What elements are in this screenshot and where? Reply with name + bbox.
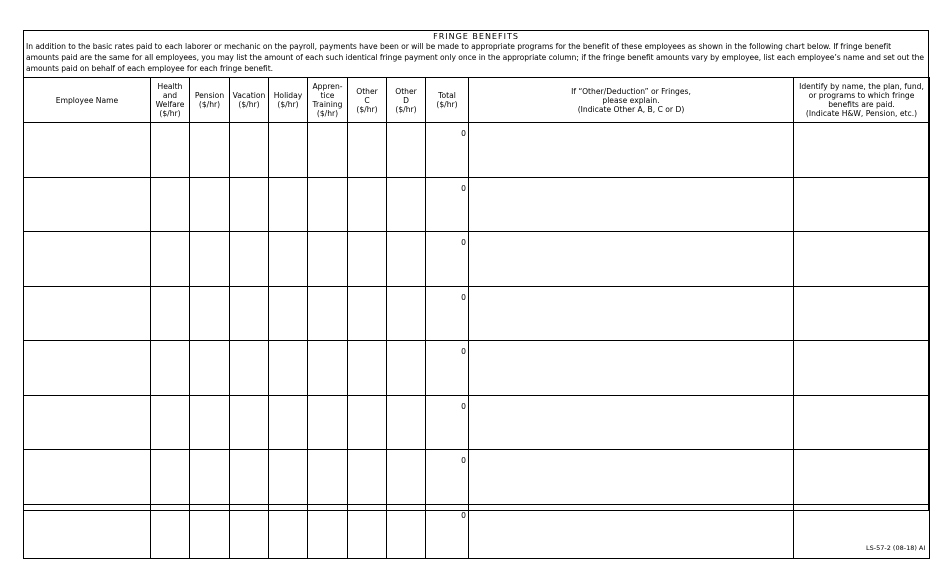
header-line: Employee Name: [55, 95, 119, 105]
apprentice-training-cell[interactable]: [308, 123, 348, 178]
employee-name-cell[interactable]: [24, 177, 151, 232]
other-c-cell[interactable]: [348, 177, 387, 232]
vacation-cell[interactable]: [230, 450, 269, 505]
vacation-cell[interactable]: [230, 123, 269, 178]
other-d-cell[interactable]: [387, 341, 426, 396]
table-row: [24, 286, 930, 341]
other-d-cell[interactable]: [387, 177, 426, 232]
apprentice-training-cell[interactable]: [308, 232, 348, 287]
plan-identification-cell[interactable]: [794, 395, 930, 450]
vacation-cell[interactable]: [230, 504, 269, 559]
health-welfare-cell[interactable]: [151, 123, 190, 178]
table-body: [24, 123, 930, 559]
health-welfare-header: [151, 78, 190, 123]
header-line: (Indicate H&W, Pension, etc.): [805, 109, 918, 118]
table-row: [24, 395, 930, 450]
other-explanation-cell[interactable]: [469, 123, 794, 178]
health-welfare-cell[interactable]: [151, 395, 190, 450]
pension-cell[interactable]: [190, 232, 230, 287]
table-row: [24, 341, 930, 396]
other-explanation-header: [469, 78, 794, 123]
header-line: ($/hr): [395, 104, 417, 114]
header-line: please explain.: [602, 95, 660, 105]
other-c-cell[interactable]: [348, 504, 387, 559]
plan-identification-cell[interactable]: [794, 341, 930, 396]
form-instructions: In addition to the basic rates paid to each laborer or mechanic on the payroll, payments have been or will be made to appropriate programs for the benefit of these employees as shown in the following chart below. If fringe benefit amounts paid are the same for all employees, you may list the amount of each such identical fringe payment only once in the appropriate column; if the fringe benefit amounts vary by employee, list each employee’s name and set out the amounts paid on behalf of each employee for each fringe benefit.: [26, 42, 925, 73]
apprentice-training-cell[interactable]: [308, 395, 348, 450]
other-c-cell[interactable]: [348, 286, 387, 341]
vacation-header: [230, 78, 269, 123]
other-explanation-cell[interactable]: [469, 177, 794, 232]
health-welfare-cell[interactable]: [151, 286, 190, 341]
total-cell: 0: [426, 450, 469, 505]
holiday-cell[interactable]: [269, 286, 308, 341]
health-welfare-cell[interactable]: [151, 341, 190, 396]
header-line: and: [162, 91, 178, 100]
header-line: ($/hr): [356, 104, 378, 114]
other-explanation-cell[interactable]: [469, 286, 794, 341]
header-line: Total: [438, 91, 456, 100]
holiday-cell[interactable]: [269, 232, 308, 287]
other-d-cell[interactable]: [387, 450, 426, 505]
total-cell: 0: [426, 232, 469, 287]
form-title: FRINGE BENEFITS: [433, 32, 519, 41]
other-d-cell[interactable]: [387, 395, 426, 450]
plan-identification-cell[interactable]: [794, 286, 930, 341]
pension-cell[interactable]: [190, 504, 230, 559]
pension-cell[interactable]: [190, 395, 230, 450]
employee-name-cell[interactable]: [24, 286, 151, 341]
employee-name-cell[interactable]: [24, 395, 151, 450]
pension-cell[interactable]: [190, 177, 230, 232]
other-d-cell[interactable]: [387, 504, 426, 559]
total-cell: 0: [426, 341, 469, 396]
table-header-row: [24, 78, 930, 123]
holiday-cell[interactable]: [269, 341, 308, 396]
plan-identification-cell[interactable]: [794, 177, 930, 232]
pension-cell[interactable]: [190, 123, 230, 178]
apprentice-training-cell[interactable]: [308, 504, 348, 559]
header-line: (Indicate Other A, B, C or D): [577, 104, 685, 114]
pension-header: [190, 78, 230, 123]
header-line: ($/hr): [436, 100, 458, 109]
table-row: [24, 504, 930, 559]
vacation-cell[interactable]: [230, 177, 269, 232]
other-c-cell[interactable]: [348, 123, 387, 178]
employee-name-header: [24, 78, 151, 123]
header-line: ($/hr): [238, 100, 260, 109]
holiday-cell[interactable]: [269, 123, 308, 178]
header-line: Training: [312, 100, 343, 109]
header-line: Welfare: [155, 100, 185, 109]
other-explanation-cell[interactable]: [469, 232, 794, 287]
employee-name-cell[interactable]: [24, 504, 151, 559]
header-line: Identify by name, the plan, fund,: [799, 82, 924, 91]
other-c-cell[interactable]: [348, 341, 387, 396]
other-explanation-cell[interactable]: [469, 450, 794, 505]
plan-identification-cell[interactable]: [794, 123, 930, 178]
fringe-benefits-form: [23, 30, 929, 520]
total-header: [426, 78, 469, 123]
apprentice-training-cell[interactable]: [308, 177, 348, 232]
other-d-header: [387, 78, 426, 123]
vacation-cell[interactable]: [230, 232, 269, 287]
holiday-cell[interactable]: [269, 450, 308, 505]
header-line: tice: [320, 91, 335, 100]
other-d-cell[interactable]: [387, 123, 426, 178]
header-line: Other: [356, 86, 378, 96]
pension-cell[interactable]: [190, 286, 230, 341]
other-d-cell[interactable]: [387, 286, 426, 341]
holiday-cell[interactable]: [269, 177, 308, 232]
vacation-cell[interactable]: [230, 395, 269, 450]
employee-name-cell[interactable]: [24, 123, 151, 178]
header-line: Other: [395, 86, 417, 96]
header-line: If “Other/Deduction” or Fringes,: [571, 86, 691, 96]
plan-identification-cell[interactable]: [794, 450, 930, 505]
other-d-cell[interactable]: [387, 232, 426, 287]
header-line: Health: [157, 82, 183, 91]
apprentice-training-header: [308, 78, 348, 123]
health-welfare-cell[interactable]: [151, 177, 190, 232]
other-explanation-cell[interactable]: [469, 504, 794, 559]
header-line: Appren-: [312, 82, 343, 91]
vacation-cell[interactable]: [230, 341, 269, 396]
other-c-cell[interactable]: [348, 450, 387, 505]
health-welfare-cell[interactable]: [151, 232, 190, 287]
health-welfare-cell[interactable]: [151, 504, 190, 559]
header-line: ($/hr): [316, 109, 339, 118]
header-line: ($/hr): [198, 100, 221, 109]
vacation-cell[interactable]: [230, 286, 269, 341]
employee-name-cell[interactable]: [24, 450, 151, 505]
header-line: Holiday: [273, 91, 303, 100]
employee-name-cell[interactable]: [24, 232, 151, 287]
other-c-header: [348, 78, 387, 123]
total-cell: 0: [426, 286, 469, 341]
holiday-cell[interactable]: [269, 395, 308, 450]
holiday-header: [269, 78, 308, 123]
plan-identification-header: [794, 78, 930, 123]
other-explanation-cell[interactable]: [469, 395, 794, 450]
header-line: Vacation: [232, 91, 266, 100]
apprentice-training-cell[interactable]: [308, 450, 348, 505]
pension-cell[interactable]: [190, 341, 230, 396]
table-row: [24, 123, 930, 178]
total-cell: 0: [426, 395, 469, 450]
header-line: or programs to which fringe: [808, 91, 915, 100]
other-explanation-cell[interactable]: [469, 341, 794, 396]
health-welfare-cell[interactable]: [151, 450, 190, 505]
header-line: ($/hr): [277, 100, 299, 109]
table-row: [24, 232, 930, 287]
holiday-cell[interactable]: [269, 504, 308, 559]
total-cell: 0: [426, 177, 469, 232]
header-line: Pension: [194, 91, 225, 100]
total-cell: 0: [426, 504, 469, 559]
plan-identification-cell[interactable]: [794, 232, 930, 287]
apprentice-training-cell[interactable]: [308, 341, 348, 396]
fringe-benefits-table: [23, 77, 930, 559]
table-row: [24, 450, 930, 505]
employee-name-cell[interactable]: [24, 341, 151, 396]
other-c-cell[interactable]: [348, 232, 387, 287]
other-c-cell[interactable]: [348, 395, 387, 450]
total-cell: 0: [426, 123, 469, 178]
table-row: [24, 177, 930, 232]
form-number: LS-57-2 (08-18) AI: [866, 544, 926, 552]
header-line: benefits are paid.: [828, 100, 895, 109]
header-line: C: [364, 95, 370, 105]
header-line: D: [403, 95, 409, 105]
pension-cell[interactable]: [190, 450, 230, 505]
header-line: ($/hr): [159, 109, 181, 118]
apprentice-training-cell[interactable]: [308, 286, 348, 341]
